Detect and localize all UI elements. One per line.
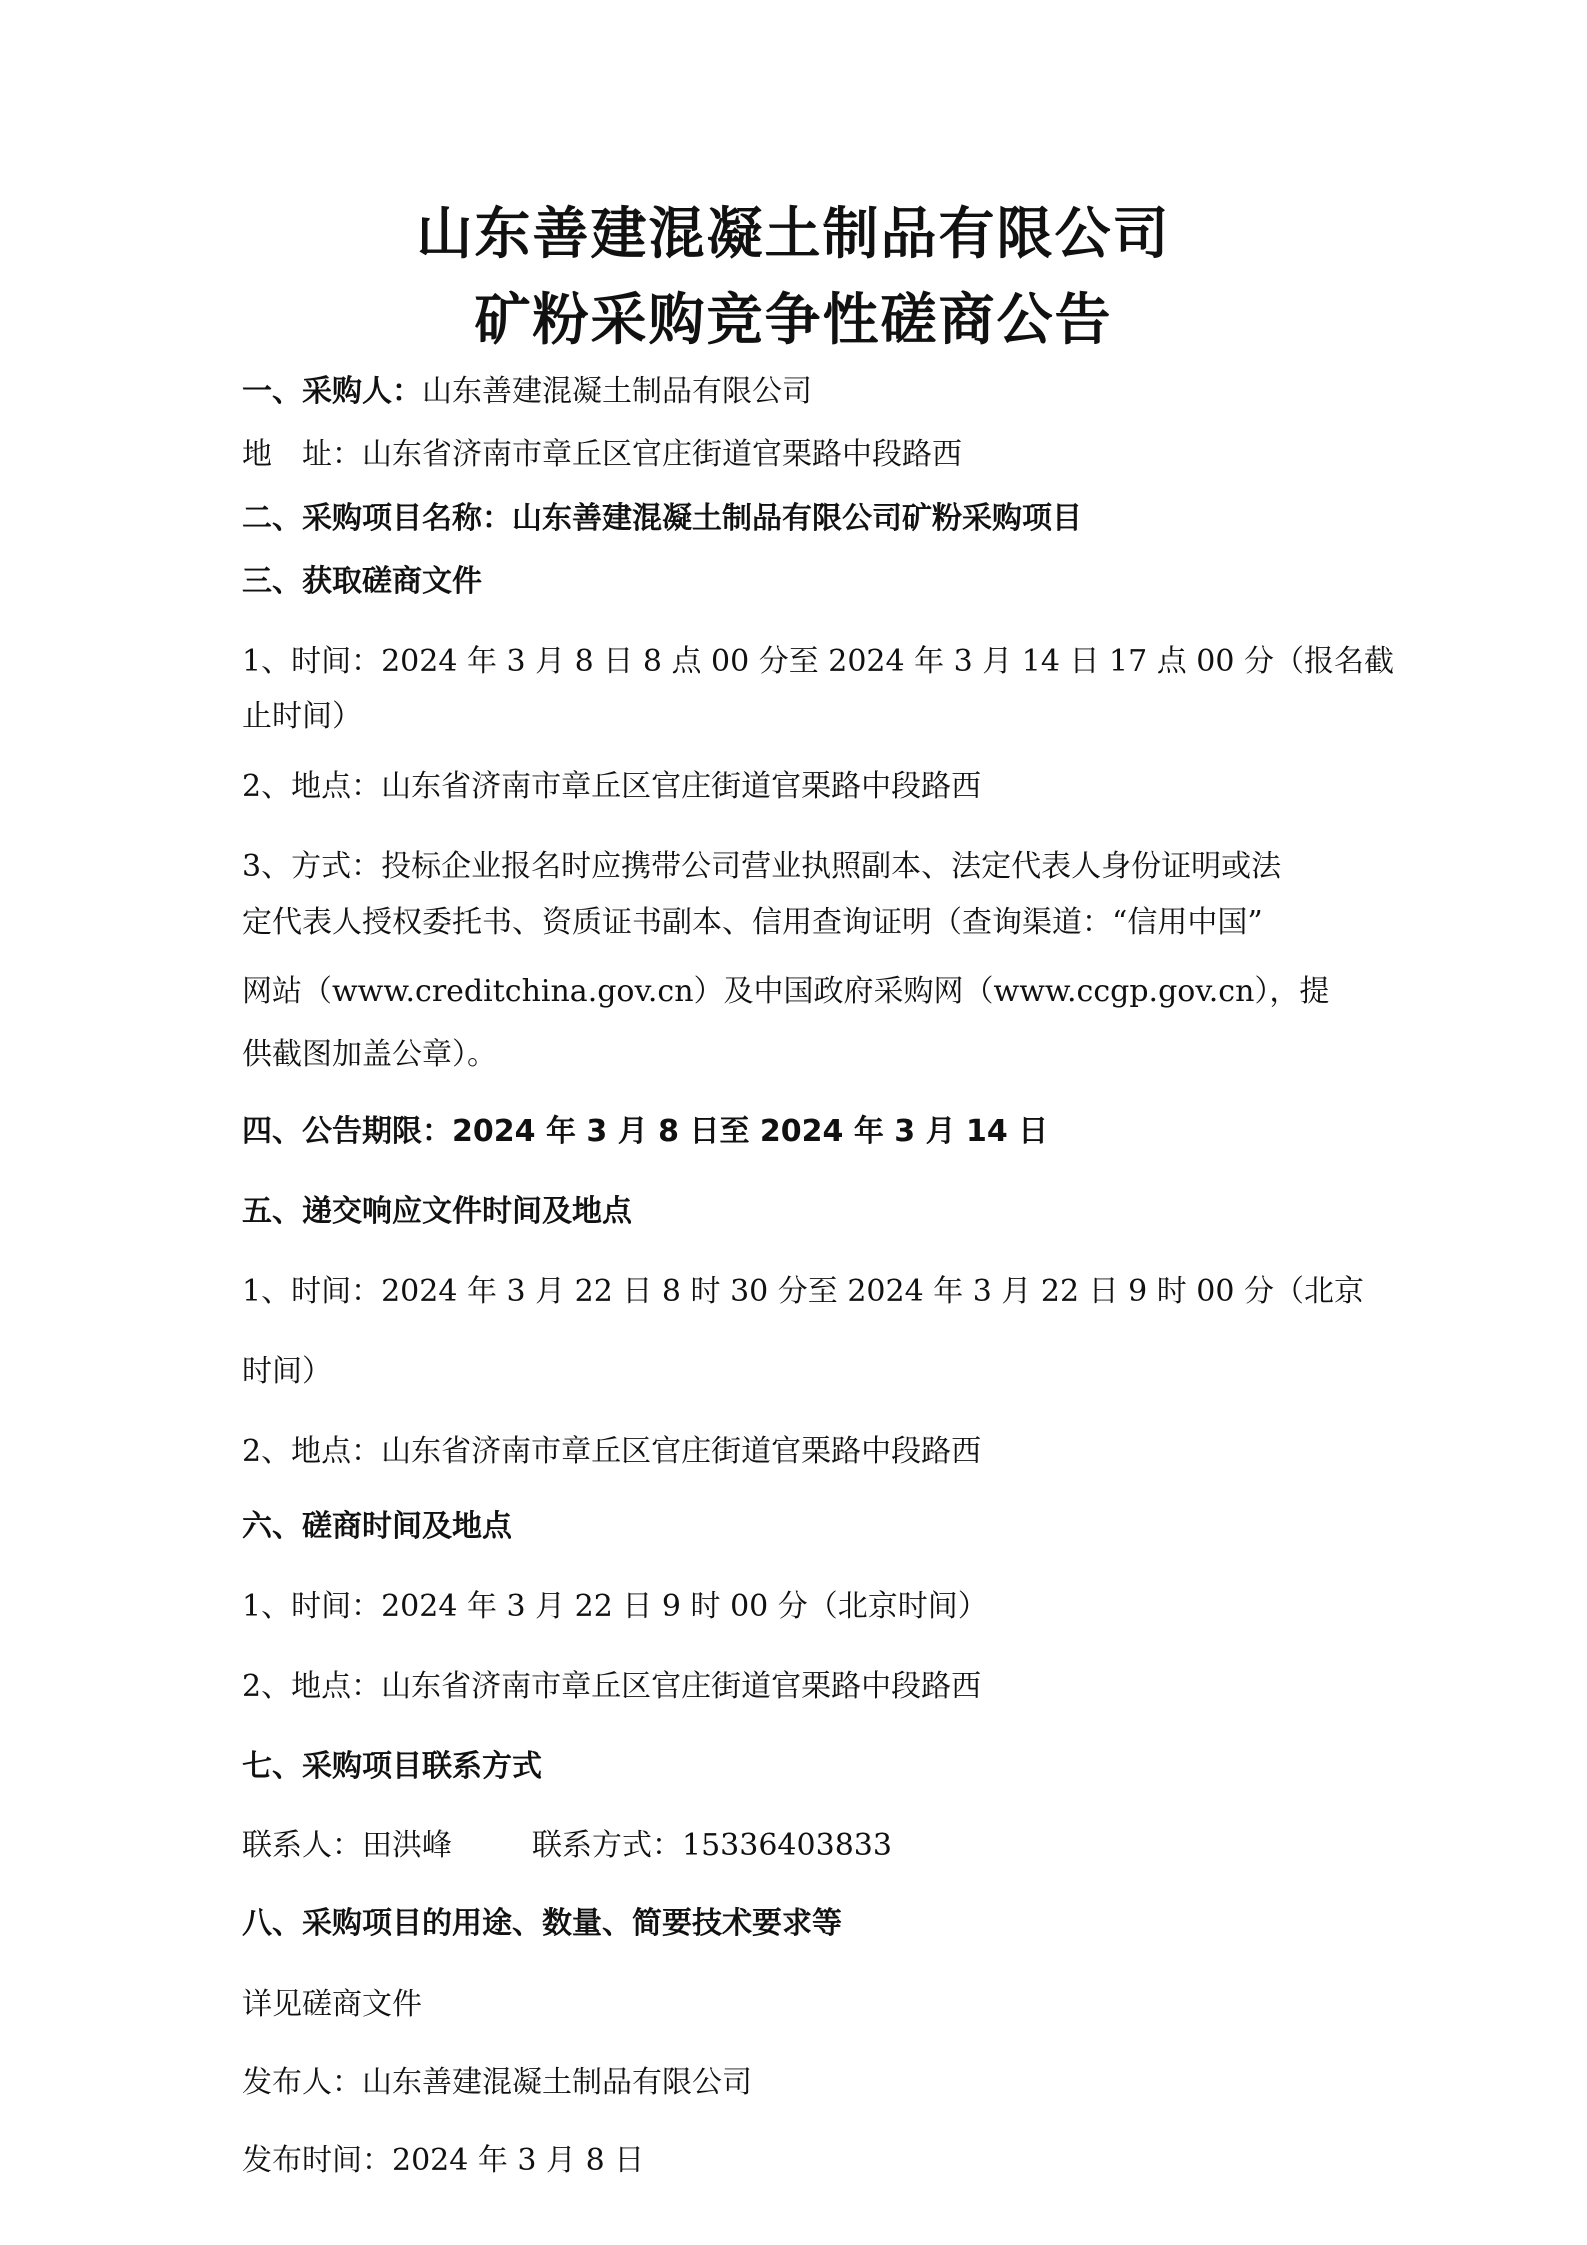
address-line <box>242 435 1362 475</box>
project-name-line: 二、采购项目名称：山东善建混凝土制品有限公司矿粉采购项目 <box>242 501 1082 536</box>
section6-item1: 1、时间：2024 年 3 月 22 日 9 时 00 分（北京时间） <box>242 1589 988 1624</box>
section8-heading: 八、采购项目的用途、数量、简要技术要求等 <box>242 1906 842 1941</box>
section3-item1-line1: 1、时间：2024 年 3 月 8 日 8 点 00 分至 2024 年 3 月 14 日 17 点 00 分（报名截 <box>242 644 1395 679</box>
publisher-line: 发布人：山东善建混凝土制品有限公司 <box>242 2065 752 2100</box>
section3-heading: 三、获取磋商文件 <box>242 564 482 599</box>
purchaser-line <box>242 372 1362 412</box>
section3-item3-line2: 定代表人授权委托书、资质证书副本、信用查询证明（查询渠道：“信用中国” <box>242 905 1263 940</box>
purchaser-value: 山东善建混凝土制品有限公司 <box>422 374 812 409</box>
section7-heading: 七、采购项目联系方式 <box>242 1749 542 1784</box>
section3-item1-line2: 止时间） <box>242 699 362 734</box>
section5-heading: 五、递交响应文件时间及地点 <box>242 1194 632 1229</box>
section5-item1-line2: 时间） <box>242 1354 332 1389</box>
section8-text: 详见磋商文件 <box>242 1987 422 2022</box>
purchaser-label: 一、采购人： <box>242 374 422 409</box>
publish-time-line: 发布时间：2024 年 3 月 8 日 <box>242 2143 645 2178</box>
section5-item2: 2、地点：山东省济南市章丘区官庄街道官栗路中段路西 <box>242 1434 982 1469</box>
section3-item3-line1: 3、方式：投标企业报名时应携带公司营业执照副本、法定代表人身份证明或法 <box>242 849 1282 884</box>
address-label: 地 址： <box>242 437 362 472</box>
document-title-subject: 矿粉采购竞争性磋商公告 <box>474 288 1113 353</box>
section3-item3-line3: 网站（www.creditchina.gov.cn）及中国政府采购网（www.ccgp.gov.cn），提 <box>242 974 1330 1009</box>
section6-item2: 2、地点：山东省济南市章丘区官庄街道官栗路中段路西 <box>242 1669 982 1704</box>
address-value: 山东省济南市章丘区官庄街道官栗路中段路西 <box>362 437 962 472</box>
contact-phone: 联系方式：15336403833 <box>532 1828 892 1863</box>
contact-person: 联系人：田洪峰 <box>242 1828 452 1863</box>
notice-period-line: 四、公告期限：2024 年 3 月 8 日至 2024 年 3 月 14 日 <box>242 1114 1049 1149</box>
section3-item3-line4: 供截图加盖公章）。 <box>242 1037 497 1072</box>
section6-heading: 六、磋商时间及地点 <box>242 1509 512 1544</box>
section3-item2: 2、地点：山东省济南市章丘区官庄街道官栗路中段路西 <box>242 769 982 804</box>
contact-line <box>242 1826 1362 1866</box>
section5-item1-line1: 1、时间：2024 年 3 月 22 日 8 时 30 分至 2024 年 3 月 22 日 9 时 00 分（北京 <box>242 1274 1365 1309</box>
document-title-company: 山东善建混凝土制品有限公司 <box>416 202 1171 267</box>
